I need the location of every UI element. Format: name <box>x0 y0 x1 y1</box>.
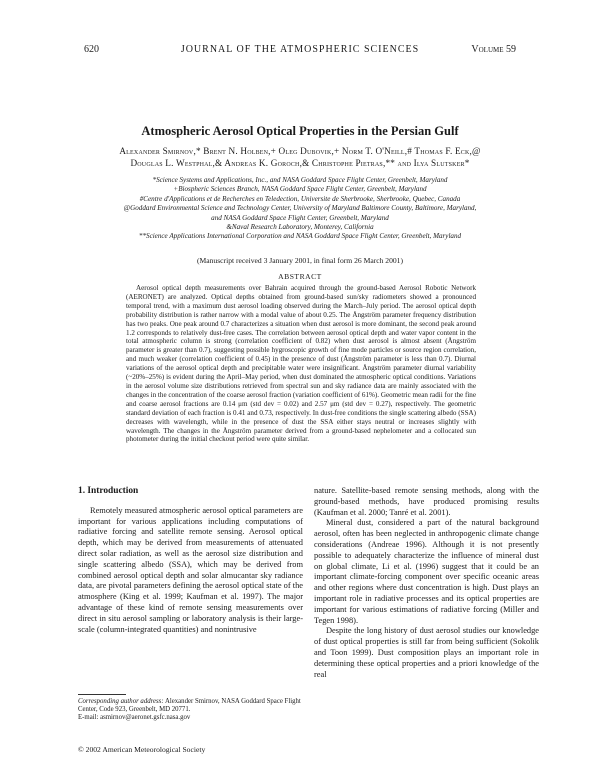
abstract-heading: ABSTRACT <box>278 272 322 281</box>
abstract-text: Aerosol optical depth measurements over Bahrain acquired through the ground-based Aerosol Robotic Network (AERONET) are analyzed. Optical depths obtained from ground-based sun/sky radiometers showed a pronounced temporal trend, with a maximum dust aerosol loading observed during the March–July period. The aerosol optical depth probability distribution is rather narrow with a modal value of about 0.25. The Ångström parameter frequency distribution has two peaks. One peak around 0.7 characterizes a situation when dust aerosol is more dominant, the second peak around 1.2 corresponds to relatively dust-free cases. The correlation between aerosol optical depth and water vapor content in the total atmospheric column is strong (correlation coefficient of 0.82) when dust aerosol is almost absent (Ångström parameter is greater than 0.7), suggesting possible hygroscopic growth of fine mode particles or source region correlation, and much weaker (correlation coefficient of 0.45) in the presence of dust (Ångström parameter is less than 0.7). Diurnal variations of the aerosol optical depth and precipitable water were insignificant. Ångström parameter diurnal variability (~20%–25%) is evident during the April–May period, when dust dominated the atmospheric optical conditions. Variations in the aerosol volume size distributions retrieved from spectral sun and sky radiance data are mainly associated with the changes in the concentration of the coarse aerosol fraction (variation coefficient of 61%). Geometric mean radii for the fine and coarse aerosol fractions are 0.14 μm (std dev = 0.02) and 2.57 μm (std dev = 0.27), respectively. The geometric standard deviation of each fraction is 0.41 and 0.73, respectively. In dust-free conditions the single scattering albedo (SSA) decreases with wavelength, while in the presence of dust the SSA either stays neutral or increases slightly with wavelength. The changes in the Ångström parameter derived from a ground-based nephelometer and a collocated sun photometer during the initial checkout period were quite similar. <box>126 284 476 444</box>
footnote-rule <box>78 694 126 695</box>
footnote-address <box>78 698 303 714</box>
journal-name: JOURNAL OF THE ATMOSPHERIC SCIENCES <box>180 44 420 55</box>
affiliation-line: and NASA Goddard Space Flight Center, Greenbelt, Maryland <box>211 213 389 222</box>
affiliation-line: +Biospheric Sciences Branch, NASA Goddard Space Flight Center, Greenbelt, Maryland <box>173 185 427 194</box>
copyright-notice: © 2002 American Meteorological Society <box>78 745 206 754</box>
affiliation-line: &Naval Research Laboratory, Monterey, California <box>226 223 374 232</box>
right-column <box>314 486 539 680</box>
manuscript-dates: (Manuscript received 3 January 2001, in final form 26 March 2001) <box>196 256 404 265</box>
body-paragraph: nature. Satellite-based remote sensing methods, along with the ground-based methods, have produced promising results (Kaufman et al. 2000; Tanré et al. 2001). <box>314 486 539 517</box>
article-title: Atmospheric Aerosol Optical Properties in the Persian Gulf <box>141 124 459 138</box>
section-heading: 1. Introduction <box>78 486 139 496</box>
affiliation-line: *Science Systems and Applications, Inc., and NASA Goddard Space Flight Center, Greenbelt, Maryland <box>152 176 448 184</box>
affiliation-line: **Science Applications International Corporation and NASA Goddard Space Flight Center, Greenbelt, Maryland <box>138 232 462 241</box>
left-column <box>78 486 303 635</box>
body-paragraph: Mineral dust, considered a part of the natural background aerosol, often has been neglected in anthropogenic climate change considerations (Andreae 1996). Although it is not presently possible to adequately characterize the influence of mineral dust on global climate, Li et al. (1996) suggest that it could be an important climate-forcing component over specific oceanic areas and other regions where dust concentration is high. Dust plays an important role in radiative processes and its optical properties are important for various estimations of radiative forcing (Miller and Tegen 1998). <box>314 518 539 625</box>
author-list <box>70 145 530 169</box>
footnote-label: Corresponding author address: <box>78 698 164 705</box>
corresponding-author-footnote <box>78 698 303 723</box>
running-header <box>84 44 516 58</box>
body-paragraph: Despite the long history of dust aerosol studies our knowledge of dust optical properties is still far from being sufficient (Sokolik and Toon 1999). Dust composition plays an important role in determining these optical properties and a priori knowledge of the real <box>314 626 539 679</box>
affiliation-line: @Goddard Environmental Science and Technology Center, University of Maryland Baltimore County, Baltimore, Maryland, <box>123 204 477 213</box>
footnote-text: Alexander Smirnov, NASA Goddard Space Flight Center, Code 923, Greenbelt, MD 20771. <box>78 698 301 714</box>
footnote-email: E-mail: asmirnov@aeronet.gsfc.nasa.gov <box>78 714 191 722</box>
body-paragraph: Remotely measured atmospheric aerosol optical parameters are important for various applications including computations of radiative forcing and satellite remote sensing. Aerosol optical depth, which may be derived from measurements of attenuated direct solar radiation, as well as the aerosol size distribution and single scattering albedo (SSA), which may be derived from combined aerosol optical depth and solar almucantar sky radiance data, are pivotal parameters defining the aerosol optical state of the atmosphere (King et al. 1999; Kaufman et al. 1997). The major advantage of these kind of remote sensing measurements over direct in situ aerosol sampling or laboratory analysis is their large-scale (column-integrated quantities) and nonintrusive <box>78 505 303 634</box>
affiliation-line: #Centre d'Applications et de Recherches en Teledection, Universite de Sherbrooke, Sherbrooke, Quebec, Canada <box>139 194 461 203</box>
author-line: Alexander Smirnov,* Brent N. Holben,+ Oleg Dubovik,+ Norm T. O'Neill,# Thomas F. Eck,@ <box>119 146 481 156</box>
page-number: 620 <box>84 44 99 55</box>
author-line: Douglas L. Westphal,& Andreas K. Goroch,& Christophe Pietras,** and Ilya Slutsker* <box>130 158 470 168</box>
volume-label: Volume 59 <box>471 44 516 55</box>
affiliations <box>60 176 540 242</box>
